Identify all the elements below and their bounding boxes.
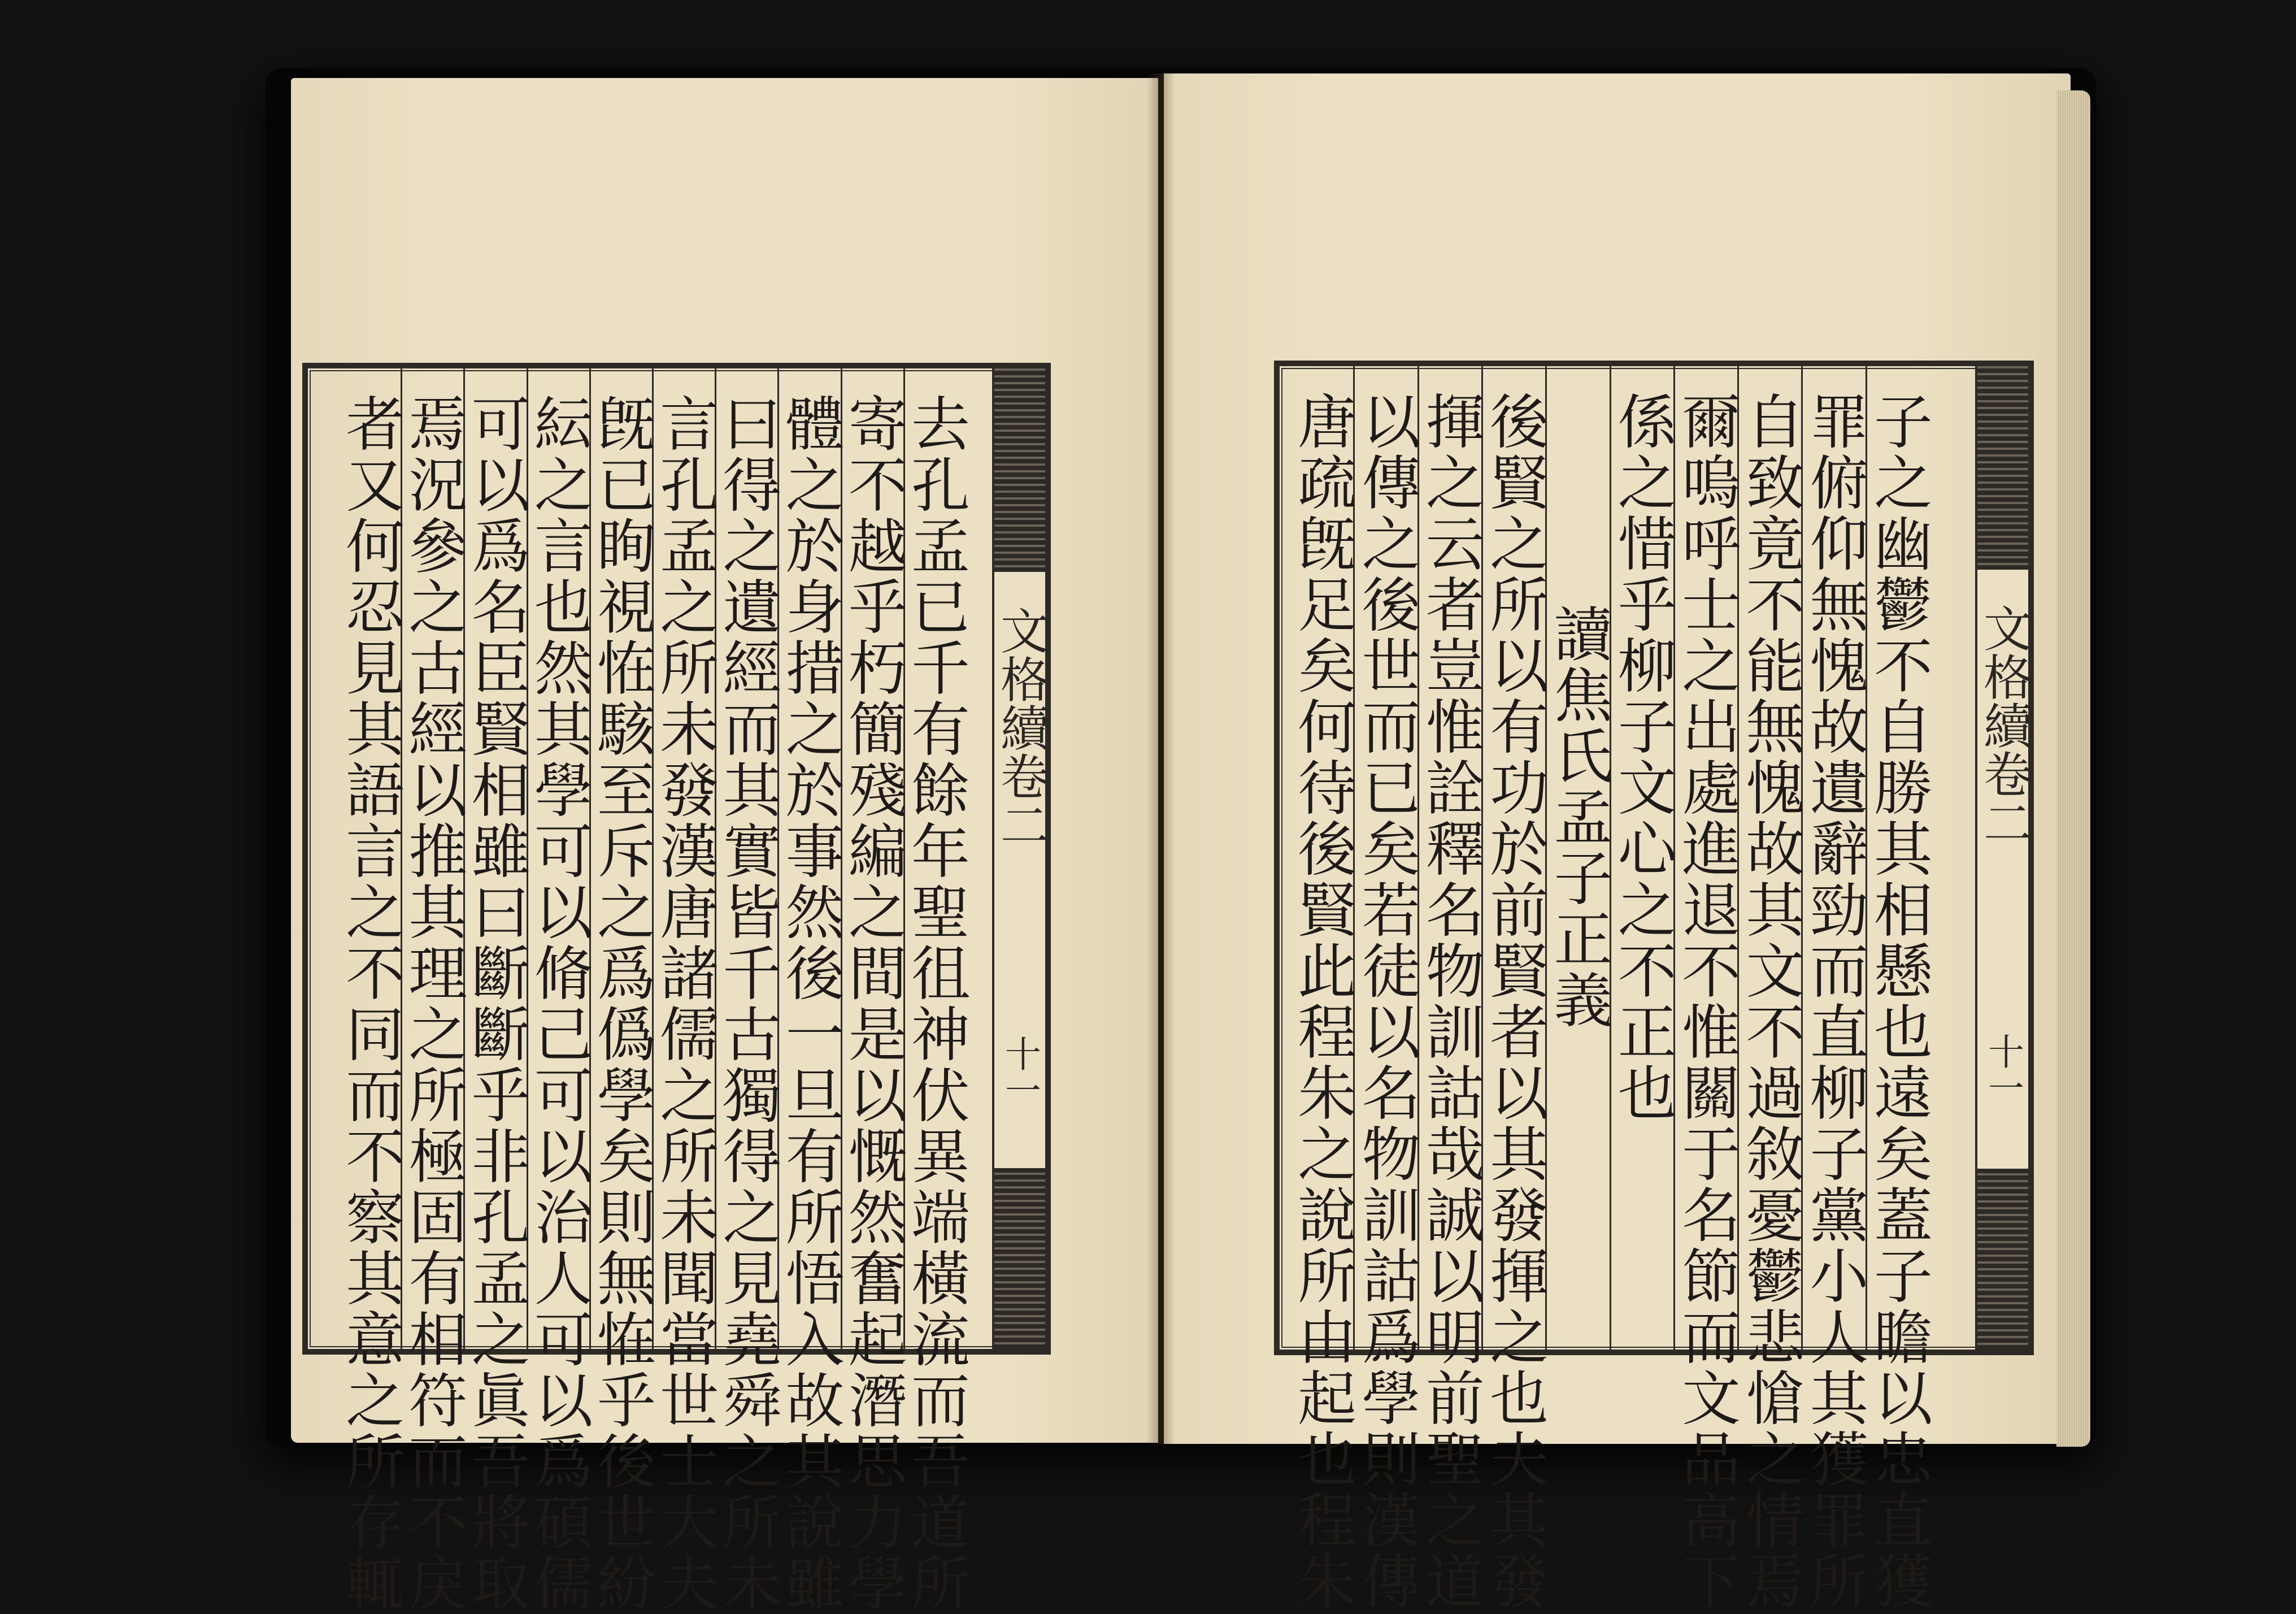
text-column [838, 368, 907, 1614]
right-columns [1288, 366, 1933, 1612]
text-column [461, 368, 530, 1614]
text-column [650, 368, 719, 1614]
text-column [1799, 366, 1869, 1612]
banxin-folio: 十一 [999, 1035, 1041, 1108]
fish-tail-ornament [994, 368, 1045, 572]
right-text-frame [1274, 361, 2034, 1612]
column-text: 去孔孟已千有餘年聖徂神伏異端橫流而吾道所 [901, 393, 970, 1614]
column-text: 係之惜乎柳子文心之不正也 [1607, 391, 1677, 1123]
column-text: 後賢之所以有功於前賢者以其發揮之也夫其發 [1480, 391, 1549, 1612]
text-column [775, 368, 845, 1614]
column-text: 言孔孟之所未發漢唐諸儒之所未聞當世士大夫 [650, 393, 719, 1614]
column-text: 可以爲名臣賢相雖曰斷斷乎非孔孟之眞吾將取 [461, 393, 530, 1614]
fish-tail-ornament [1977, 1169, 2028, 1350]
page-edges [2056, 90, 2090, 1447]
column-text: 體之於身措之於事然後一旦有所悟入故其說雖 [775, 393, 845, 1614]
column-text: 者又何忍見其語言之不同而不察其意之所存輒 [336, 393, 405, 1614]
banxin-folio: 十一 [1982, 1033, 2024, 1105]
text-column [1607, 366, 1677, 1350]
text-column [1863, 366, 1933, 1612]
text-column [1415, 366, 1485, 1612]
text-column [336, 368, 405, 1614]
column-text: 爾嗚呼士之出處進退不惟關于名節而文品高下 [1671, 391, 1741, 1612]
banxin-title: 文格續卷二 [992, 606, 1049, 849]
column-text: 曰得之遺經而其實皆千古獨得之見堯舜之所未 [712, 393, 782, 1614]
text-column [712, 368, 782, 1614]
text-column [586, 368, 656, 1614]
column-text: 揮之云者豈惟詮釋名物訓詁哉誠以明前聖之道 [1415, 391, 1485, 1612]
column-text: 以傳之後世而已矣若徒以名物訓詁爲學則漢傳 [1351, 391, 1421, 1612]
left-text-frame [302, 363, 1051, 1614]
column-text: 自致竟不能無愧故其文不過敘憂鬱悲愴之情焉 [1736, 391, 1805, 1612]
text-column [901, 368, 970, 1614]
text-column [1736, 366, 1805, 1612]
text-column [1543, 366, 1613, 1350]
book-gutter [1147, 73, 1175, 1444]
column-text: 紜之言也然其學可以脩己可以治人可以爲碩儒 [524, 393, 593, 1614]
text-column [1480, 366, 1549, 1612]
text-column [1671, 366, 1741, 1612]
left-banxin [992, 368, 1049, 1349]
right-banxin [1975, 366, 2032, 1350]
column-text: 子之幽鬱不自勝其相懸也遠矣蓋子瞻以忠直獲 [1863, 391, 1933, 1612]
text-column [1351, 366, 1421, 1612]
text-column [524, 368, 593, 1614]
essay-heading: 讀焦氏孟子正義 [1543, 604, 1613, 1031]
text-column [1288, 366, 1357, 1612]
left-columns [336, 368, 970, 1614]
banxin-title: 文格續卷二 [1975, 604, 2032, 847]
fish-tail-ornament [1977, 366, 2028, 570]
column-text: 寄不越乎朽簡殘編之間是以慨然奮起潛思力學 [838, 393, 907, 1614]
column-text: 唐疏旣足矣何待後賢此程朱之說所由起也程朱 [1288, 391, 1357, 1612]
column-text: 旣已眴視恠駭至斥之爲僞學矣則無恠乎後世紛 [586, 393, 656, 1614]
column-text: 罪俯仰無愧故遺辭勁而直柳子黨小人其獲罪所 [1799, 391, 1869, 1612]
fish-tail-ornament [994, 1168, 1045, 1349]
column-text: 焉況參之古經以推其理之所極固有相符而不戾 [398, 393, 468, 1614]
text-column [398, 368, 468, 1614]
